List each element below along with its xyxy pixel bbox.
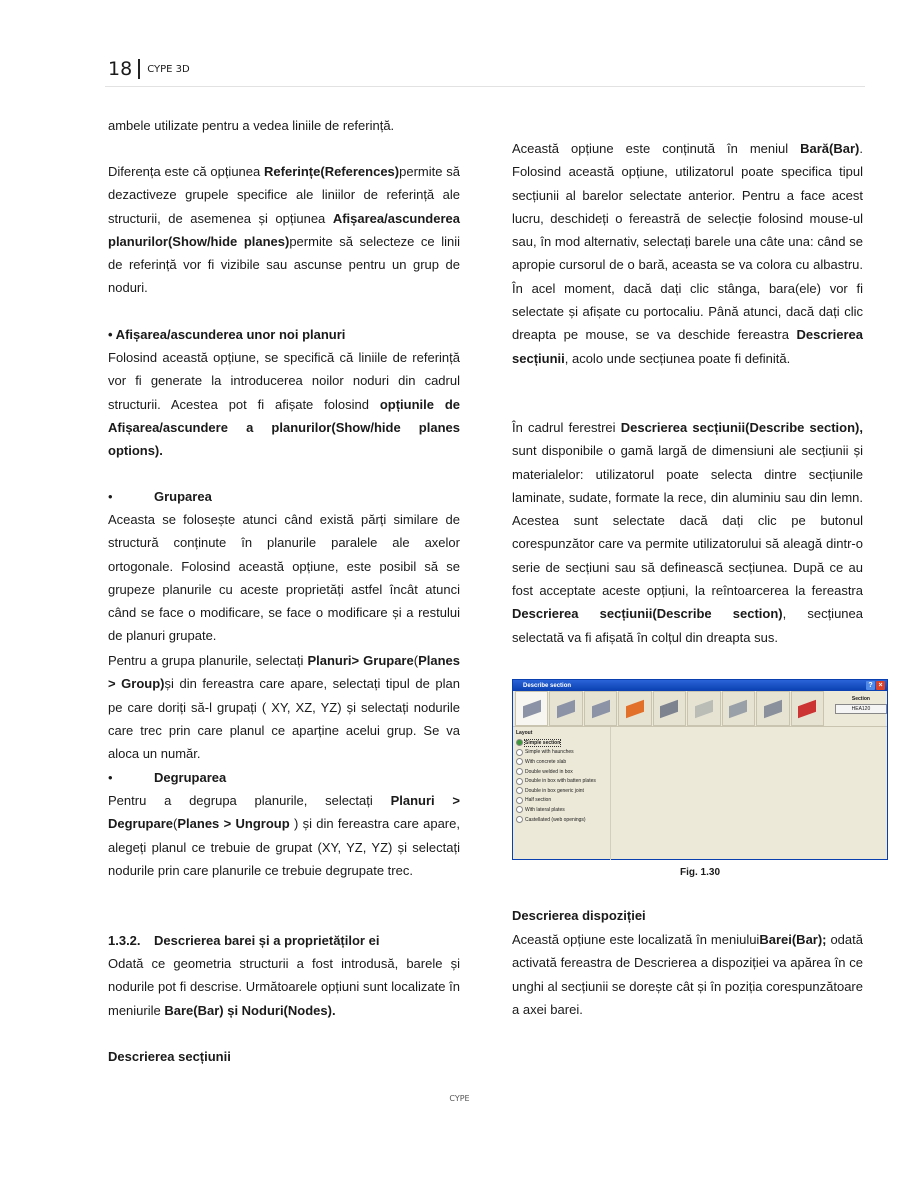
bold-text: Bare(Bar) și Noduri(Nodes). xyxy=(164,1002,336,1018)
option-label: Simple section xyxy=(525,739,561,746)
section-shape-icon xyxy=(557,699,575,718)
section-type-button[interactable] xyxy=(687,691,720,726)
section-value[interactable]: HEA120 xyxy=(835,704,887,714)
section-type-button[interactable] xyxy=(722,691,755,726)
bold-text: Descrierea secțiunii(Describe section), xyxy=(620,420,863,435)
text-run: ( xyxy=(413,653,419,668)
bullet: • xyxy=(108,770,113,785)
section-box xyxy=(835,691,887,726)
paragraph xyxy=(108,952,460,1022)
text-run: ) și din fereastra care apare, alegeți planul ce trebuie de grupat (XY, YZ, YZ) și selectați nodurile prin care planurile ce trebuie degrupate trec. xyxy=(108,816,460,878)
dialog-title: Describe section xyxy=(523,682,572,689)
option-label: Double in box with batten plates xyxy=(525,778,596,785)
text-run: Pentru a grupa planurile, selectați xyxy=(108,653,308,668)
text-run: permite să selecteze ce linii de referință vor fi vizibile sau ascunse pentru un grup de noduri. xyxy=(108,233,460,296)
section-type-button[interactable] xyxy=(756,691,789,726)
radio-icon xyxy=(516,758,523,765)
radio-icon xyxy=(516,768,523,775)
header-rule xyxy=(105,86,865,87)
text-run: , secțiunea selectată va fi afișată în colțul din dreapta sus. xyxy=(512,606,863,645)
section-shape-icon xyxy=(592,699,610,718)
text-run: permite să dezactiveze grupele specifice ale liniilor de referință ale structurii, de asemenea și opțiunea xyxy=(108,164,460,226)
text-run: odată activată fereastra de Descrierea a dispoziției va apărea în ce unghi al secțiunii se dorește cât și în poziția corespunzătoare a axei barei. xyxy=(512,932,863,1017)
bold-text: Descrierea secțiunii(Describe section) xyxy=(512,606,783,622)
bold-text: Descrierea barei și a proprietăților ei xyxy=(154,933,380,948)
section-shape-icon xyxy=(695,699,713,718)
section-label: Section xyxy=(851,696,870,702)
layout-option-radio[interactable] xyxy=(516,738,607,748)
layout-option-radio[interactable] xyxy=(516,748,607,758)
paragraph xyxy=(108,789,460,882)
bold-text: • Afișarea/ascunderea unor noi planuri xyxy=(108,327,346,342)
paragraph xyxy=(108,1045,460,1068)
option-label: Simple with haunches xyxy=(525,749,574,756)
layout-label: Layout xyxy=(516,730,533,736)
section-type-toolbar xyxy=(513,691,887,727)
bold-text: Descrierea dispoziției xyxy=(512,908,646,923)
bold-text: Descrierea secțiunii xyxy=(108,1049,231,1064)
bold-text: opțiunile de Afișarea/ascundere a planurilor(Show/hide planes options). xyxy=(108,396,460,459)
paragraph xyxy=(108,766,460,789)
page-header xyxy=(108,58,190,80)
section-type-button[interactable] xyxy=(653,691,686,726)
layout-option-radio[interactable] xyxy=(516,757,607,767)
text-run: Folosind această opțiune, se specifică că liniile de referință vor fi generate la introducerea noilor noduri din cadrul structurii. Acestea pot fi afișate folosind xyxy=(108,350,460,412)
option-label: With concrete slab xyxy=(525,758,567,765)
section-type-button[interactable] xyxy=(791,691,824,726)
paragraph xyxy=(512,928,863,1021)
section-shape-icon xyxy=(729,699,747,718)
bullet: • xyxy=(108,489,113,504)
radio-icon xyxy=(516,797,523,804)
layout-panel xyxy=(513,727,611,860)
paragraph xyxy=(512,416,863,649)
text-run: ambele utilizate pentru a vedea liniile de referință. xyxy=(108,118,395,133)
bold-text: Bară(Bar) xyxy=(800,141,860,156)
header-divider xyxy=(138,59,140,79)
text-run: Această opțiune este localizată în meniului xyxy=(512,932,760,947)
page-footer: CYPE xyxy=(449,1094,470,1103)
layout-option-radio[interactable] xyxy=(516,776,607,786)
radio-icon xyxy=(516,749,523,756)
text-run: Această opțiune este conținută în meniul xyxy=(512,141,801,156)
paragraph xyxy=(108,649,460,765)
paragraph xyxy=(108,485,460,508)
paragraph xyxy=(512,904,863,927)
text-run: Diferența este că opțiunea xyxy=(108,164,265,179)
text-run: , acolo unde secțiunea poate fi definită. xyxy=(564,350,791,366)
section-type-button[interactable] xyxy=(584,691,617,726)
layout-option-radio[interactable] xyxy=(516,805,607,815)
option-label: Castellated (web openings) xyxy=(525,816,586,823)
option-label: Double welded in box xyxy=(525,768,573,775)
bold-text: Barei(Bar); xyxy=(759,932,827,947)
text-run: Pentru a degrupa planurile, selectați xyxy=(108,793,391,808)
text-run: În cadrul ferestrei xyxy=(512,420,621,435)
layout-option-radio[interactable] xyxy=(516,786,607,796)
help-icon[interactable]: ? xyxy=(866,681,875,690)
text-run: Aceasta se folosește atunci când există părți similare de structură conținute în planurile paralele ale axelor ortogonale. Folosind această opțiune, este posibil să se grupeze planurile cu aceste proprietăți astfel încât atunci când se face o modificare, se face o modificare și a restului de planuri grupate. xyxy=(108,512,460,644)
bold-text: Planuri> Grupare xyxy=(307,653,414,668)
page-number: 18 xyxy=(108,58,133,80)
bold-text: Degruparea xyxy=(154,770,227,785)
layout-option-radio[interactable] xyxy=(516,767,607,777)
radio-icon xyxy=(516,778,523,785)
paragraph xyxy=(108,346,460,462)
bold-text: Gruparea xyxy=(154,489,212,504)
paragraph xyxy=(108,160,460,300)
paragraph xyxy=(108,323,460,346)
section-shape-icon xyxy=(764,699,782,718)
bold-text: Planuri > Degrupare xyxy=(108,793,460,832)
bullet: 1.3.2. xyxy=(108,933,141,948)
close-icon[interactable]: × xyxy=(876,681,885,690)
dialog-titlebar xyxy=(513,680,887,691)
text-run: . Folosind această opțiune, utilizatorul poate specifica tipul secțiunii al barelor selectate anterior. Pentru a face acest lucru, deschideți o fereastră de selecție folosind mouse-ul sau, în mod alternativ, selectați barele una câte una: când se apropie cursorul de o bară, aceasta se va colora cu albastru. În acel moment, dacă dați clic stânga, bara(ele) vor fi selectate și afișate cu portocaliu. Până atunci, dacă dați clic dreapta pe mouse, se va deschide fereastra xyxy=(512,141,863,343)
describe-section-dialog xyxy=(512,679,888,860)
option-label: With lateral plates xyxy=(525,806,565,813)
paragraph xyxy=(108,114,460,137)
radio-icon xyxy=(516,739,523,746)
help-section-icon xyxy=(798,699,816,718)
text-run: Odată ce geometria structurii a fost introdusă, barele și nodurile pot fi descrise. Următoarele opțiuni sunt localizate în meniurile xyxy=(108,956,460,1018)
text-run: ( xyxy=(173,816,178,832)
section-shape-icon xyxy=(660,699,678,718)
option-label: Half section xyxy=(525,797,552,804)
section-shape-icon xyxy=(523,699,541,718)
layout-option-radio[interactable] xyxy=(516,815,607,825)
paragraph xyxy=(108,929,460,952)
radio-icon xyxy=(516,806,523,813)
radio-icon xyxy=(516,787,523,794)
paragraph xyxy=(512,137,863,370)
section-shape-icon xyxy=(626,699,644,718)
figure-caption: Fig. 1.30 xyxy=(679,867,720,878)
bold-text: Descrierea secțiunii xyxy=(512,327,863,366)
section-type-button[interactable] xyxy=(618,691,651,726)
paragraph xyxy=(108,508,460,648)
bold-text: Afișarea/ascunderea planurilor(Show/hide planes) xyxy=(108,210,460,249)
section-type-button[interactable] xyxy=(549,691,582,726)
section-type-button[interactable] xyxy=(515,691,548,726)
header-title: CYPE 3D xyxy=(147,63,190,75)
option-label: Double in box generic joint xyxy=(525,787,584,794)
bold-text: Referințe(References) xyxy=(264,164,400,179)
bold-text: Planes > Group) xyxy=(108,653,460,692)
layout-option-radio[interactable] xyxy=(516,796,607,806)
preview-area xyxy=(611,727,887,860)
radio-icon xyxy=(516,816,523,823)
bold-text: Planes > Ungroup xyxy=(177,816,290,832)
text-run: și din fereastra care apare, selectați tipul de plan pe care doriți să-l grupați ( XY, XZ, YZ) și selectați nodurile care trec prin care planul ce aparține acelui grup. Se va aloca un număr. xyxy=(108,676,460,762)
text-run: sunt disponibile o gamă largă de dimensiuni ale secțiunii și materialelor: utilizatorul poate selecta dintre secțiunile laminate, sudate, formate la rece, din aluminiu sau din lemn. Acestea sunt selectate dacă dați clic pe butonul corespunzător care va permite utilizatorului să aleagă dintr-o serie de secțiuni sau să definească secțiunea. După ce au fost acceptate aceste opțiuni, la reîntoarcerea la fereastra xyxy=(512,443,863,599)
